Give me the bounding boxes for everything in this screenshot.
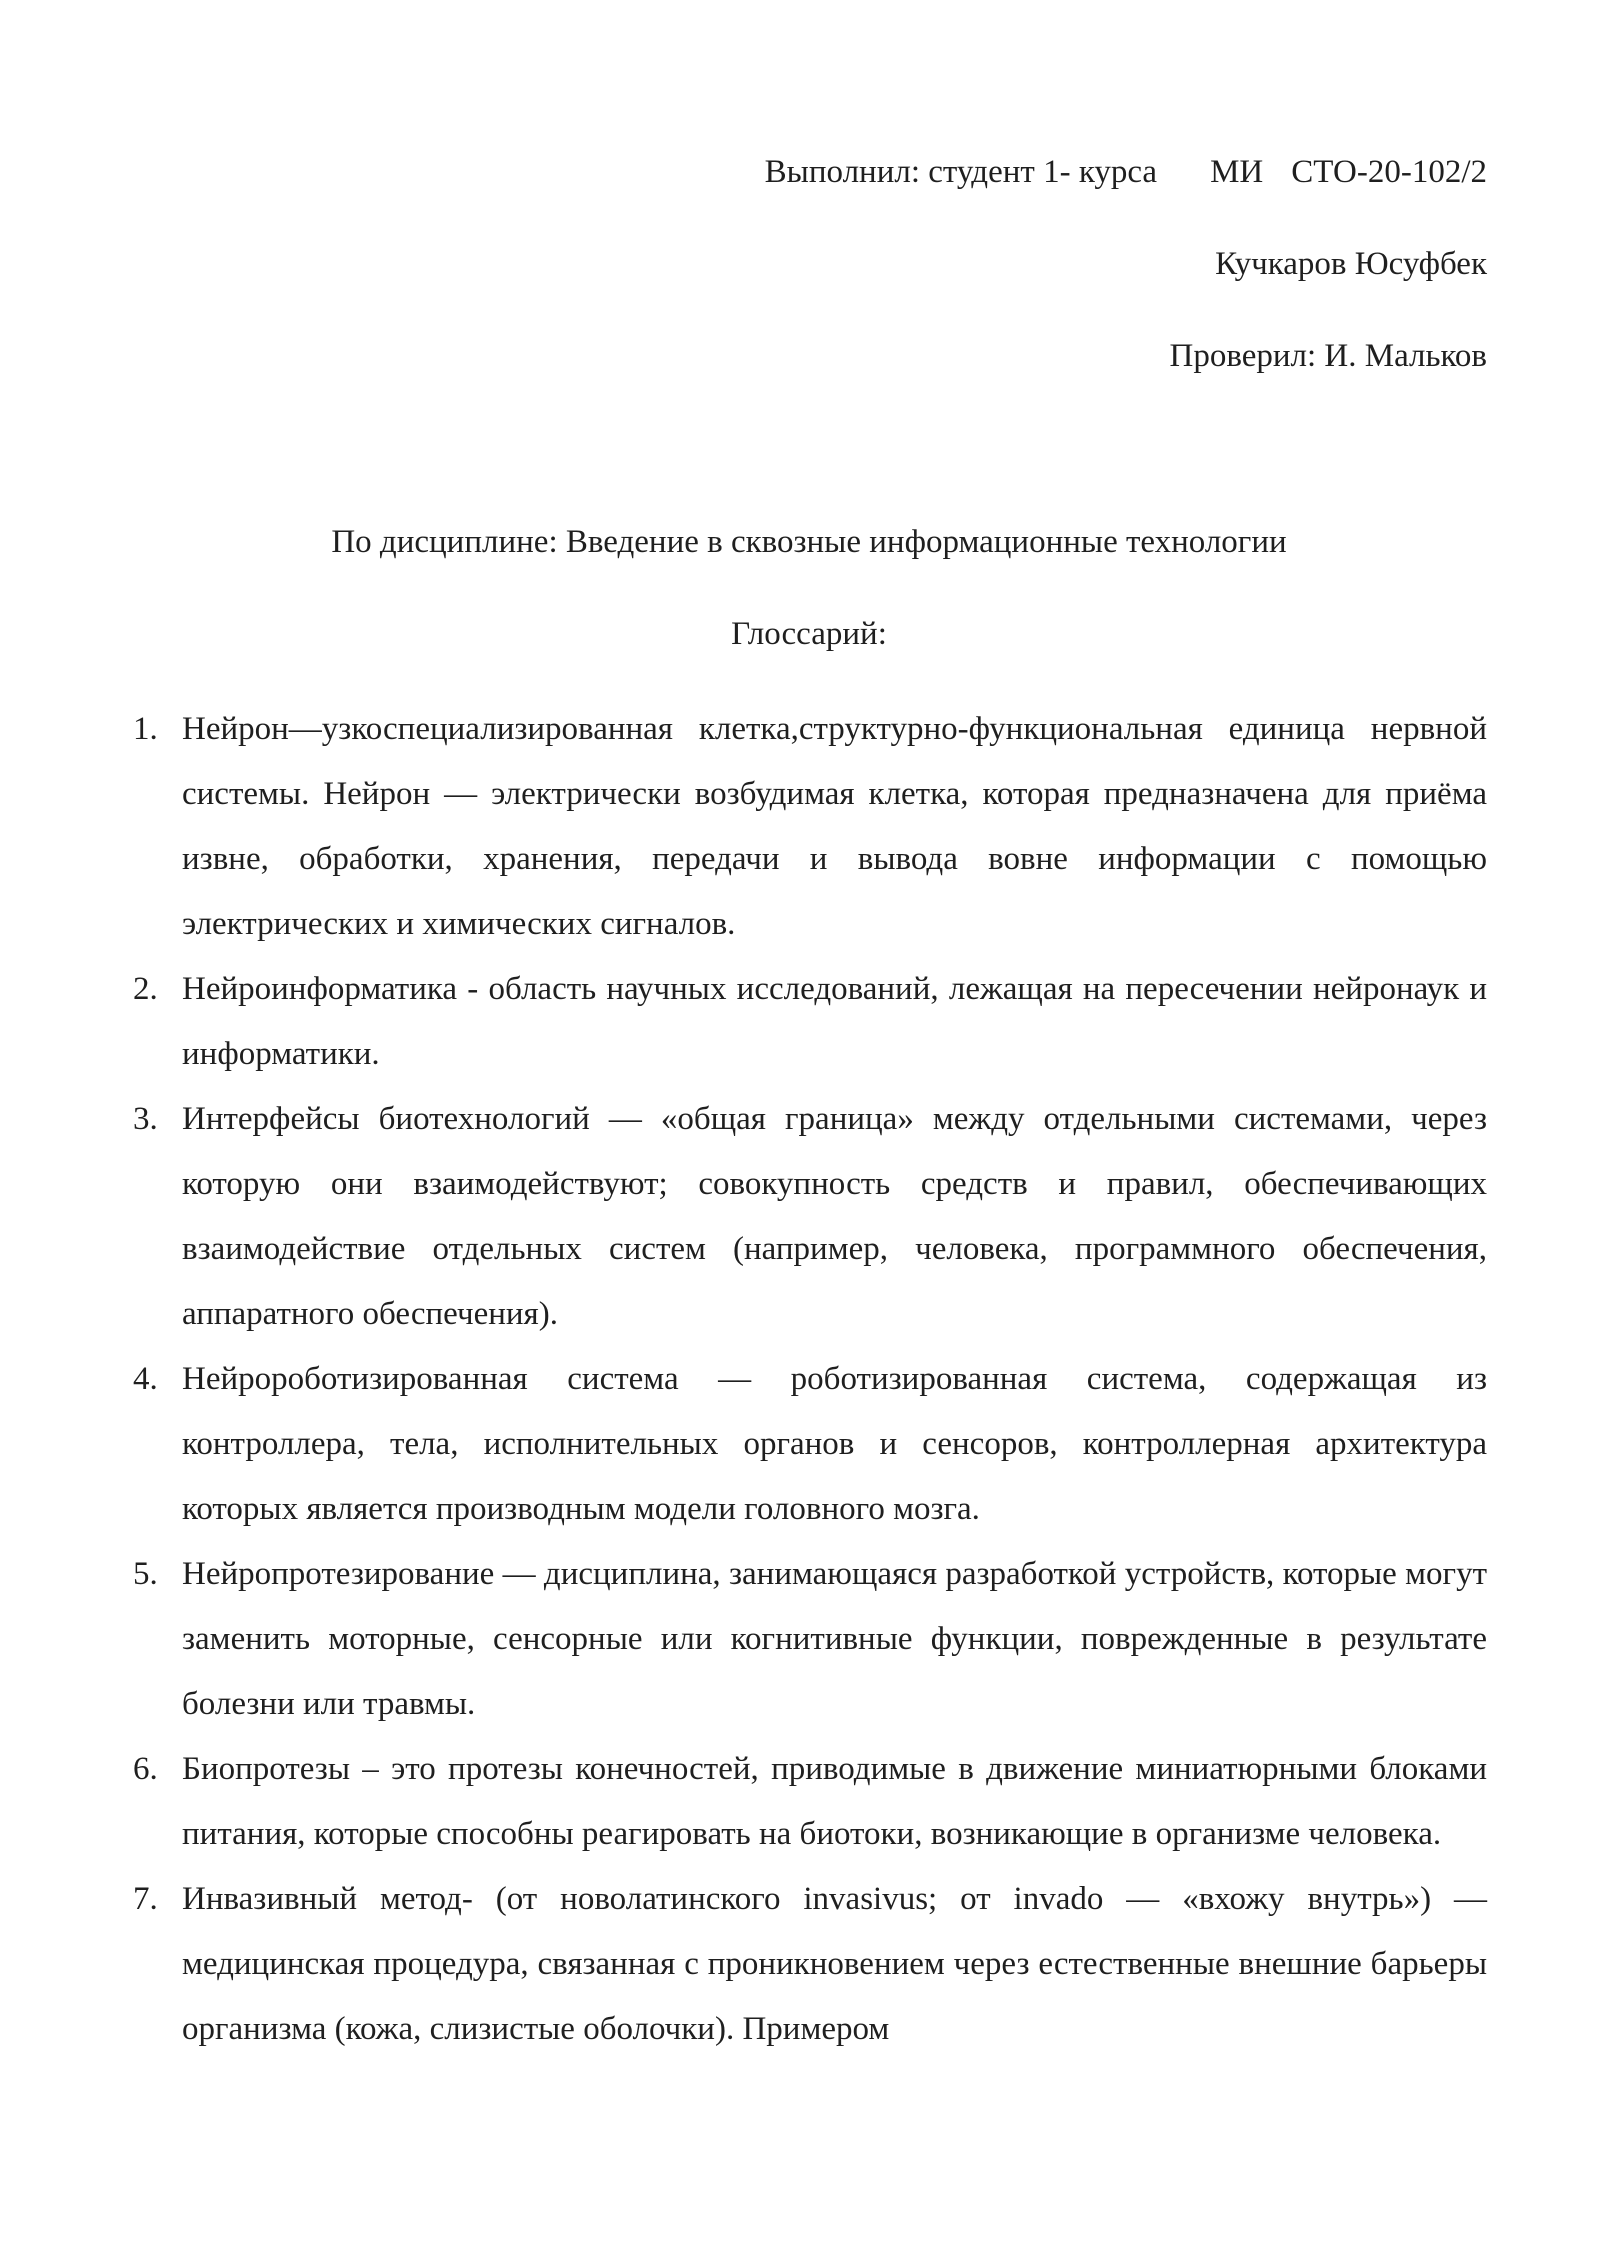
glossary-item-text: Нейророботизированная система — роботизированная система, содержащая из контроллера, тела, исполнительных органов и сенсоров, контроллерная архитектура которых является производным модели головного мозга. xyxy=(182,1361,1487,1527)
glossary-item-text: Нейропротезирование — дисциплина, занимающаяся разработкой устройств, которые могут заменить моторные, сенсорные или когнитивные функции, поврежденные в результате болезни или травмы. xyxy=(182,1556,1487,1722)
glossary-item-number: 5. xyxy=(133,1556,158,1592)
glossary-title: Глоссарий: xyxy=(731,616,887,652)
glossary-item-1 xyxy=(133,697,1487,957)
glossary-list xyxy=(133,697,1487,2062)
glossary-item-text: Инвазивный метод- (от новолатинского invasivus; от invado — «вхожу внутрь») — медицинская процедура, связанная с проникновением через естественные внешние барьеры организма (кожа, слизистые оболочки). Примером xyxy=(182,1881,1487,2047)
glossary-item-4 xyxy=(133,1347,1487,1542)
glossary-item-3 xyxy=(133,1087,1487,1347)
glossary-item-2 xyxy=(133,957,1487,1087)
faculty-text: МИ xyxy=(1210,154,1264,190)
student-name: Кучкаров Юсуфбек xyxy=(1215,246,1487,282)
performed-by-line xyxy=(765,152,1487,192)
performed-by-text: Выполнил: студент 1- курса xyxy=(764,154,1158,190)
glossary-item-number: 6. xyxy=(133,1751,158,1787)
glossary-item-number: 2. xyxy=(133,971,158,1007)
glossary-item-5 xyxy=(133,1542,1487,1737)
glossary-item-number: 3. xyxy=(133,1101,158,1137)
glossary-item-text: Нейрон—узкоспециализированная клетка,структурно-функциональная единица нервной системы. Нейрон — электрически возбудимая клетка, которая предназначена для приёма извне, обработки, хранения, передачи и вывода вовне информации с помощью электрических и химических сигналов. xyxy=(182,711,1487,942)
discipline-line: По дисциплине: Введение в сквозные информационные технологии xyxy=(331,524,1287,560)
glossary-item-6 xyxy=(133,1737,1487,1867)
glossary-item-text: Биопротезы – это протезы конечностей, приводимые в движение миниатюрными блоками питания, которые способны реагировать на биотоки, возникающие в организме человека. xyxy=(182,1751,1487,1852)
glossary-item-number: 1. xyxy=(133,711,158,747)
group-text: СТО-20-102/2 xyxy=(1291,154,1487,190)
glossary-item-7 xyxy=(133,1867,1487,2062)
glossary-item-number: 7. xyxy=(133,1881,158,1917)
checked-by-line: Проверил: И. Мальков xyxy=(1169,338,1487,374)
glossary-item-text: Интерфейсы биотехнологий — «общая граница» между отдельными системами, через которую они взаимодействуют; совокупность средств и правил, обеспечивающих взаимодействие отдельных систем (например, человека, программного обеспечения, аппаратного обеспечения). xyxy=(182,1101,1487,1332)
glossary-item-text: Нейроинформатика - область научных исследований, лежащая на пересечении нейронаук и информатики. xyxy=(182,971,1487,1072)
glossary-item-number: 4. xyxy=(133,1361,158,1397)
